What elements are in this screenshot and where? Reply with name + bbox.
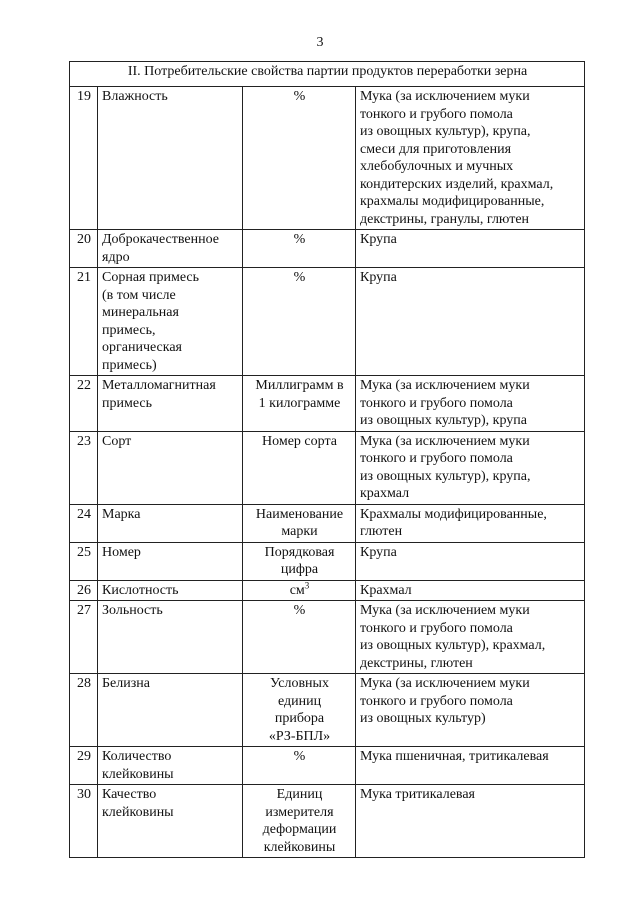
property-name <box>98 504 243 542</box>
unit-of-measure <box>243 580 356 601</box>
unit-line: Номер сорта <box>262 433 337 449</box>
unit-of-measure <box>243 87 356 230</box>
property-name <box>98 580 243 601</box>
product-line: глютен <box>360 524 403 539</box>
unit-of-measure <box>243 601 356 674</box>
property-name <box>98 542 243 580</box>
product-list <box>356 268 585 376</box>
product-line: из овощных культур), крупа <box>360 413 527 428</box>
unit-of-measure <box>243 230 356 268</box>
property-name-line: клейковины <box>102 804 174 820</box>
product-list <box>356 580 585 601</box>
table-row <box>70 785 585 858</box>
unit-line: 1 килограмме <box>258 395 341 411</box>
property-name <box>98 376 243 432</box>
table-row <box>70 376 585 432</box>
property-name-line: Доброкачественное <box>102 232 219 247</box>
product-list <box>356 504 585 542</box>
unit-base: см <box>289 582 305 598</box>
product-line: Мука пшеничная, тритикалевая <box>360 749 549 764</box>
property-name <box>98 268 243 376</box>
row-number: 21 <box>70 268 98 376</box>
property-name-line: примесь) <box>102 357 157 373</box>
property-name-line: Влажность <box>102 89 168 104</box>
section-header-row <box>70 62 585 87</box>
unit-line: «РЗ-БПЛ» <box>268 728 331 744</box>
property-name <box>98 785 243 858</box>
product-line: хлебобулочных и мучных <box>360 159 514 174</box>
table-row <box>70 542 585 580</box>
property-name-line: примесь <box>102 395 153 411</box>
unit-line: единиц <box>277 693 322 709</box>
unit-line: Наименование <box>255 506 344 522</box>
unit-line: Порядковая <box>264 544 335 560</box>
table-row <box>70 87 585 230</box>
property-name-line: минеральная <box>102 305 179 320</box>
property-name-line: Металломагнитная <box>102 378 216 393</box>
consumer-properties-table <box>69 61 585 858</box>
product-list <box>356 376 585 432</box>
unit-of-measure <box>243 785 356 858</box>
property-name-line: Зольность <box>102 603 163 618</box>
property-name-line: (в том числе <box>102 287 176 303</box>
unit-of-measure <box>243 674 356 747</box>
row-number: 22 <box>70 376 98 432</box>
product-line: смеси для приготовления <box>360 141 512 157</box>
row-number: 26 <box>70 580 98 601</box>
property-name <box>98 87 243 230</box>
unit-line: измерителя <box>265 804 334 820</box>
product-line: тонкого и грубого помола <box>360 620 513 636</box>
table-row <box>70 230 585 268</box>
property-name-line: ядро <box>102 249 130 265</box>
unit-exponent: 3 <box>304 580 310 590</box>
product-line: Крахмалы модифицированные, <box>360 506 547 522</box>
unit-line: Единиц <box>276 787 323 802</box>
property-name <box>98 601 243 674</box>
row-number: 23 <box>70 431 98 504</box>
property-name-line: Качество <box>102 787 157 802</box>
row-number: 28 <box>70 674 98 747</box>
table-row <box>70 268 585 376</box>
row-number: 30 <box>70 785 98 858</box>
product-line: тонкого и грубого помола <box>360 395 513 411</box>
unit-line: % <box>293 89 306 104</box>
unit-line: цифра <box>280 562 319 577</box>
property-name <box>98 747 243 785</box>
product-line: из овощных культур) <box>360 711 486 726</box>
unit-of-measure <box>243 542 356 580</box>
property-name <box>98 230 243 268</box>
section-title: II. Потребительские свойства партии продуктов переработки зерна <box>70 62 585 87</box>
property-name-line: примесь, <box>102 322 156 338</box>
table-row <box>70 580 585 601</box>
property-name-line: Номер <box>102 544 141 560</box>
property-name-line: Количество <box>102 749 172 764</box>
row-number: 25 <box>70 542 98 580</box>
property-name-line: Сорт <box>102 433 132 449</box>
unit-line: % <box>293 749 306 764</box>
product-list <box>356 601 585 674</box>
unit-line: Условных <box>270 676 329 691</box>
property-name-line: Марка <box>102 506 141 522</box>
product-line: Мука (за исключением муки <box>360 378 530 393</box>
product-line: декстрины, гранулы, глютен <box>360 211 530 227</box>
product-list <box>356 747 585 785</box>
product-line: Мука (за исключением муки <box>360 89 530 104</box>
product-line: Крупа <box>360 232 397 247</box>
property-name <box>98 431 243 504</box>
product-line: тонкого и грубого помола <box>360 451 513 466</box>
table-row <box>70 431 585 504</box>
unit-line: деформации <box>262 822 337 837</box>
product-line: кондитерских изделий, крахмал, <box>360 176 554 192</box>
unit-line: клейковины <box>263 839 336 855</box>
product-list <box>356 431 585 504</box>
unit-line: прибора <box>274 711 325 726</box>
row-number: 29 <box>70 747 98 785</box>
property-name <box>98 674 243 747</box>
property-name-line: органическая <box>102 340 183 355</box>
table-row <box>70 504 585 542</box>
product-line: из овощных культур), крупа, <box>360 468 531 484</box>
table-row <box>70 601 585 674</box>
row-number: 27 <box>70 601 98 674</box>
unit-of-measure <box>243 376 356 432</box>
product-line: из овощных культур), крахмал, <box>360 638 546 653</box>
product-line: Крупа <box>360 270 397 285</box>
property-name-line: клейковины <box>102 766 174 782</box>
table-row <box>70 747 585 785</box>
row-number: 20 <box>70 230 98 268</box>
unit-line: Миллиграмм в <box>255 378 344 393</box>
unit-of-measure <box>243 504 356 542</box>
product-line: Мука (за исключением муки <box>360 433 530 449</box>
unit-line: % <box>293 232 306 247</box>
product-line: Мука тритикалевая <box>360 787 476 802</box>
product-line: декстрины, глютен <box>360 655 473 671</box>
product-line: из овощных культур), крупа, <box>360 124 531 139</box>
product-list <box>356 542 585 580</box>
unit-line: % <box>293 270 306 285</box>
product-line: Мука (за исключением муки <box>360 676 530 691</box>
unit-of-measure <box>243 747 356 785</box>
row-number: 24 <box>70 504 98 542</box>
property-name-line: Белизна <box>102 676 150 691</box>
product-line: Крахмал <box>360 582 412 598</box>
property-name-line: Кислотность <box>102 582 179 598</box>
product-line: Крупа <box>360 544 397 560</box>
product-list <box>356 87 585 230</box>
product-line: тонкого и грубого помола <box>360 693 513 709</box>
product-list <box>356 674 585 747</box>
product-line: тонкого и грубого помола <box>360 106 513 122</box>
property-name-line: Сорная примесь <box>102 270 199 285</box>
product-line: Мука (за исключением муки <box>360 603 530 618</box>
product-line: крахмал <box>360 486 410 501</box>
table-row <box>70 674 585 747</box>
unit-of-measure <box>243 268 356 376</box>
row-number: 19 <box>70 87 98 230</box>
product-list <box>356 230 585 268</box>
product-line: крахмалы модифицированные, <box>360 194 545 209</box>
page-number: 3 <box>316 35 324 50</box>
unit-line: марки <box>281 524 318 539</box>
product-list <box>356 785 585 858</box>
unit-line: % <box>293 603 306 618</box>
unit-of-measure <box>243 431 356 504</box>
